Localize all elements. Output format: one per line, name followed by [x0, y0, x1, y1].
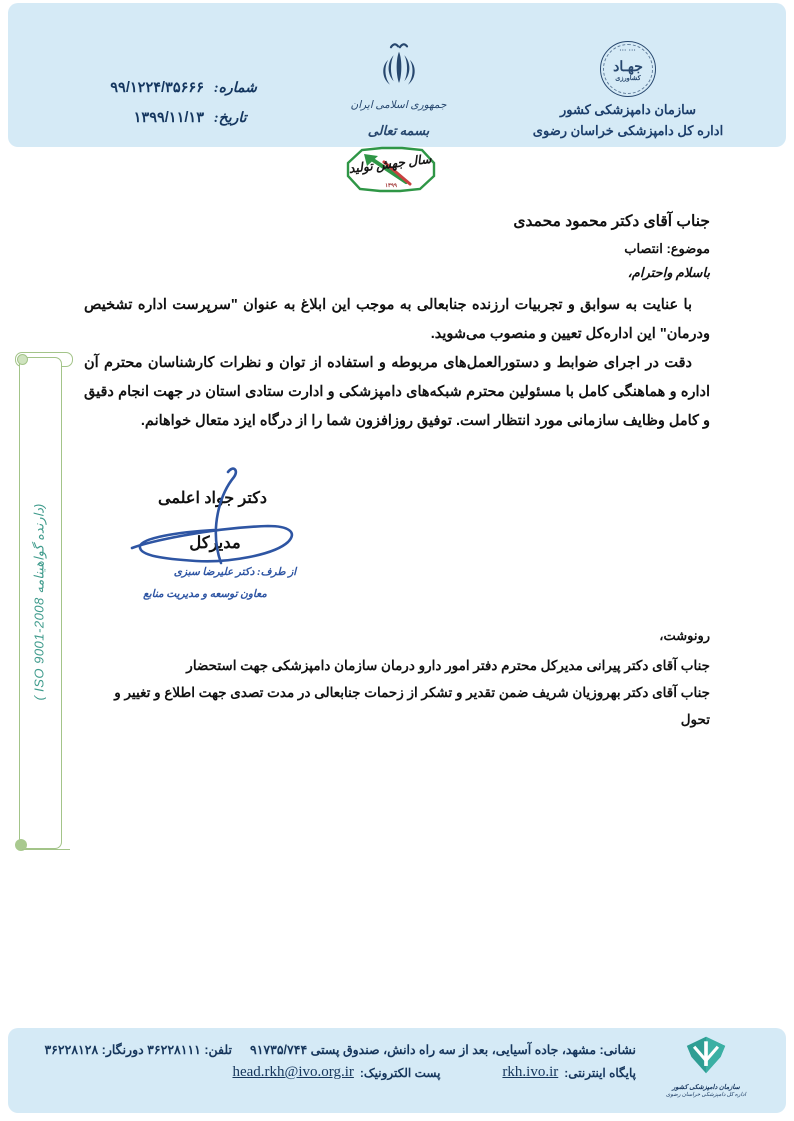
national-emblem-block [326, 41, 471, 139]
signer-name: دکتر جواد اعلمی [158, 490, 267, 507]
on-behalf-note: از طرف: دکتر علیرضا سبزی [173, 567, 297, 578]
republic-caption: جمهوری اسلامی ایران [350, 100, 447, 111]
iran-emblem-icon [372, 41, 426, 91]
footer-contact-block [44, 1042, 636, 1081]
recipient-name: جناب آقای دکتر محمود محمدی [513, 213, 710, 230]
footer-logo-block [666, 1034, 746, 1098]
website-label: پایگاه اینترنتی: [564, 1065, 636, 1080]
besmeh-taali: بسمه تعالی [367, 123, 430, 138]
iso-ribbon-bottom-line [22, 849, 70, 850]
email-label: پست الکترونیک: [359, 1065, 441, 1080]
organization-block [528, 41, 728, 139]
stamp-year: ۱۳۹۹ [385, 183, 397, 189]
jahad-keshavarzi-seal-icon [600, 41, 656, 97]
office-name: اداره کل دامپزشکی خراسان رضوی [532, 123, 724, 138]
footer-band [8, 1028, 786, 1113]
letterhead [8, 3, 786, 147]
email-link[interactable]: head.rkh@ivo.org.ir [232, 1064, 354, 1080]
number-value: ۹۹/۱۲۲۴/۳۵۶۶۶ [110, 80, 204, 96]
iso-ribbon-textwrap [19, 357, 60, 847]
footer-address: نشانی: مشهد، جاده آسیایی، بعد از سه راه دانش، صندوق پستی ۹۱۷۳۵/۷۴۴ [249, 1043, 636, 1057]
veterinary-org-logo-icon [681, 1034, 731, 1076]
cc-label: رونوشت، [659, 628, 710, 643]
footer-logo-caption2: اداره کل دامپزشکی خراسان رضوی [666, 1092, 746, 1098]
organization-name: سازمان دامپزشکی کشور [560, 102, 696, 117]
production-leap-stamp-icon [344, 146, 438, 193]
seal-word-keshavarzi: کشاورزی [615, 75, 641, 82]
deputy-title-note: معاون توسعه و مدیریت منابع [143, 589, 267, 600]
seal-word-jahad: جهـاد [613, 58, 643, 74]
stamp-text: سال جهش تولید [347, 151, 433, 177]
letter-number-row [60, 73, 260, 103]
cc-item: جناب آقای دکتر پیرانی مدیرکل محترم دفتر امور دارو درمان سازمان دامپزشکی جهت استحضار [186, 658, 710, 673]
paragraph-instructions: دقت در اجرای ضوابط و دستورالعمل‌های مربوطه و استفاده از توان و نظرات کارشناسان محترم آن اداره و هماهنگی کامل با مسئولین محترم شبکه‌های دامپزشکی و ادارت ستادی استان در جهت انجام دقیق و کامل وظایف سازمانی مورد انتظار است. توفیق روزافزون شما را از درگاه ایزد متعال خواهانم. [84, 355, 710, 429]
letter-date-row [60, 103, 260, 133]
footer-links-line [63, 1064, 636, 1081]
paragraph-appointment: با عنایت به سوابق و تجربیات ارزنده جنابعالی به موجب این ابلاغ به عنوان "سرپرست اداره تشخیص ودرمان" این اداره‌کل تعیین و منصوب می‌شوید. [84, 297, 710, 342]
cc-block [84, 628, 710, 733]
seal-micro-text: ••• ••• [619, 47, 637, 52]
greeting-line: باسلام واحترام، [627, 265, 710, 280]
number-label: شماره: [214, 80, 257, 96]
subject-line: موضوع: انتصاب [624, 241, 710, 256]
date-value: ۱۳۹۹/۱۱/۱۳ [133, 110, 204, 126]
footer-phone: تلفن: ۳۶۲۲۸۱۱۱ دورنگار: ۳۶۲۲۸۱۲۸ [44, 1043, 232, 1057]
cc-item: جناب آقای دکتر بهروزیان شریف ضمن تقدیر و تشکر از زحمات جنابعالی در مدت تصدی جهت اطلاع و تغییر و تحول [114, 685, 710, 727]
website-link[interactable]: rkh.ivo.ir [502, 1064, 559, 1080]
letter-body [84, 212, 710, 436]
footer-logo-caption1: سازمان دامپزشکی کشور [672, 1084, 740, 1091]
number-date-block [60, 73, 260, 133]
date-label: تاریخ: [214, 110, 247, 126]
iso-certificate-text: (دارنده گواهینامه ISO 9001-2008 ) [31, 503, 47, 701]
signer-title: مدیرکل [189, 534, 241, 552]
footer-address-line [44, 1042, 636, 1057]
